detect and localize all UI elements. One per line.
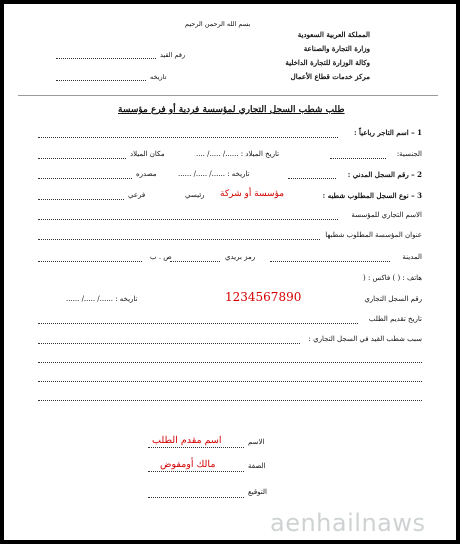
city-label: المدينة: [402, 253, 422, 261]
branch-label: فرعي: [128, 191, 146, 199]
nationality-field[interactable]: [330, 158, 386, 159]
reg-source-label: مصدره: [136, 170, 157, 178]
cr-no-value: 1234567890: [225, 290, 302, 304]
header-divider: [18, 95, 438, 96]
kingdom-line: المملكة العربية السعودية: [297, 30, 370, 39]
signature-field[interactable]: [148, 497, 244, 498]
trade-name-field[interactable]: [38, 219, 338, 220]
phone-fax-label: هاتف : ( ) فاكس : (: [362, 274, 422, 282]
cr-date-label: تاريخه : ....../ ...../ ......: [66, 295, 138, 303]
form-title: طلب شطب السجل التجاري لمؤسسة فردية أو فرع مؤسسة: [118, 105, 345, 115]
basmala: بسم الله الرحمن الرحيم: [185, 20, 251, 28]
ref-no-label: رقم القيد: [160, 51, 186, 59]
reason-label: سبب شطب القيد في السجل التجاري :: [308, 335, 422, 343]
watermark-text: aenhailnaws: [270, 509, 426, 537]
birth-place-field[interactable]: [38, 158, 126, 159]
date-label: تاريخه: [150, 73, 167, 81]
date-field[interactable]: [56, 80, 146, 81]
name-field[interactable]: [148, 447, 244, 448]
capacity-field[interactable]: [148, 471, 244, 472]
city-field[interactable]: [270, 261, 390, 262]
reason-field-line-3[interactable]: [38, 381, 422, 382]
capacity-value: مالك أومفوض: [160, 459, 216, 470]
cr-no-label: رقم السجل التجاري: [364, 295, 422, 303]
center-line: مركز خدمات قطاع الأعمال: [290, 72, 370, 81]
reason-field-line-4[interactable]: [38, 400, 422, 401]
name-label: الاسم: [248, 438, 265, 446]
signature-label: التوقيع: [248, 488, 267, 496]
reg-source-field[interactable]: [38, 178, 132, 179]
nationality-label: الجنسية:: [396, 150, 422, 158]
birth-place-label: مكان الميلاد: [130, 150, 165, 158]
reason-field-line-2[interactable]: [38, 362, 422, 363]
trader-name-field[interactable]: [38, 137, 338, 138]
reg-type-value: مؤسسة أو شركة: [220, 189, 285, 199]
main-label: رئيسي: [185, 191, 205, 199]
birth-date-label: تاريخ الميلاد : ....../ ...../ ....: [196, 150, 280, 158]
po-box-field[interactable]: [38, 261, 142, 262]
reg-no-field[interactable]: [288, 178, 336, 179]
address-label: عنوان المؤسسة المطلوب شطبها: [325, 231, 422, 239]
reg-type-label: 3 – نوع السجل المطلوب شطبه :: [322, 191, 422, 200]
po-box-label: ص . ب: [150, 253, 172, 261]
trade-name-label: الاسم التجاري للمؤسسة: [351, 211, 422, 219]
reg-no-label: 2 – رقم السجل المدني :: [347, 170, 422, 179]
request-date-label: تاريخ تقديم الطلب: [368, 315, 422, 323]
address-field[interactable]: [38, 239, 320, 240]
trader-name-label: 1 – اسم التاجر رباعياً :: [353, 128, 422, 137]
reason-field-line-1[interactable]: [38, 343, 300, 344]
ref-no-field[interactable]: [56, 58, 156, 59]
postal-code-field[interactable]: [170, 261, 220, 262]
postal-code-label: رمز بريدي: [225, 253, 256, 261]
reg-date-label: تاريخه : ....../ ...../ ......: [178, 170, 250, 178]
request-date-field[interactable]: [38, 323, 358, 324]
name-value: اسم مقدم الطلب: [152, 435, 222, 446]
agency-line: وكالة الوزارة للتجارة الداخلية: [285, 58, 370, 67]
branch-field[interactable]: [38, 199, 124, 200]
ministry-line: وزارة التجارة والصناعة: [303, 44, 370, 53]
capacity-label: الصفة: [248, 462, 266, 470]
